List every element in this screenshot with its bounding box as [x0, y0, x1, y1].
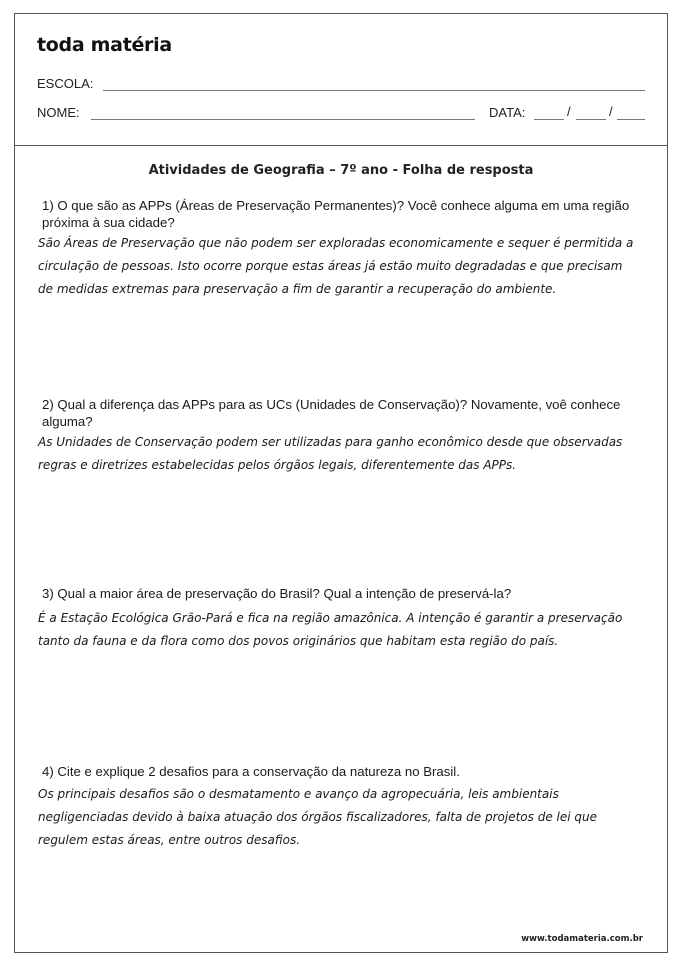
name-label: NOME:	[37, 105, 80, 120]
date-day-line[interactable]	[534, 119, 564, 120]
answer-4: Os principais desafios são o desmatamento e avanço da agropecuária, leis ambientais negligenciadas devido à baixa atuação dos órgãos fiscalizadores, falta de projetos de lei que regulem estas áreas, entre outros desafios.	[38, 787, 597, 847]
date-year-line[interactable]	[617, 119, 645, 120]
school-label: ESCOLA:	[37, 76, 94, 91]
question-1: 1) O que são as APPs (Áreas de Preservação Permanentes)? Você conhece alguma em uma região próxima à sua cidade?	[42, 198, 630, 230]
answer-2: As Unidades de Conservação podem ser utilizadas para ganho econômico desde que observadas regras e diretrizes estabelecidas pelos órgãos legais, diferentemente das APPs.	[38, 435, 623, 472]
question-3: 3) Qual a maior área de preservação do Brasil? Qual a intenção de preservá-la?	[42, 586, 512, 601]
worksheet-title: Atividades de Geografia – 7º ano - Folha de resposta	[148, 163, 534, 178]
date-separator-2: /	[609, 104, 613, 119]
school-field-line[interactable]	[103, 90, 645, 91]
answer-3: É a Estação Ecológica Grão-Pará e fica na região amazônica. A intenção é garantir a preservação tanto da fauna e da flora como dos povos originários que habitam esta região do país.	[38, 611, 623, 648]
date-label: DATA:	[489, 105, 526, 120]
website-footer: www.todamateria.com.br	[521, 934, 643, 944]
worksheet-frame	[14, 13, 668, 953]
date-month-line[interactable]	[576, 119, 606, 120]
question-4: 4) Cite e explique 2 desafios para a conservação da natureza no Brasil.	[42, 764, 460, 779]
toda-materia-logo: toda matéria	[37, 34, 172, 56]
name-field-line[interactable]	[91, 119, 475, 120]
worksheet-header	[15, 14, 667, 146]
date-separator-1: /	[567, 104, 571, 119]
question-2: 2) Qual a diferença das APPs para as UCs (Unidades de Conservação)? Novamente, voê conhece alguma?	[42, 397, 621, 429]
answer-1: São Áreas de Preservação que não podem ser exploradas economicamente e sequer é permitida a circulação de pessoas. Isto ocorre porque estas áreas já estão muito degradadas e que precisam de medidas extremas para preservação a fim de garantir a recuperação do ambiente.	[38, 236, 634, 296]
